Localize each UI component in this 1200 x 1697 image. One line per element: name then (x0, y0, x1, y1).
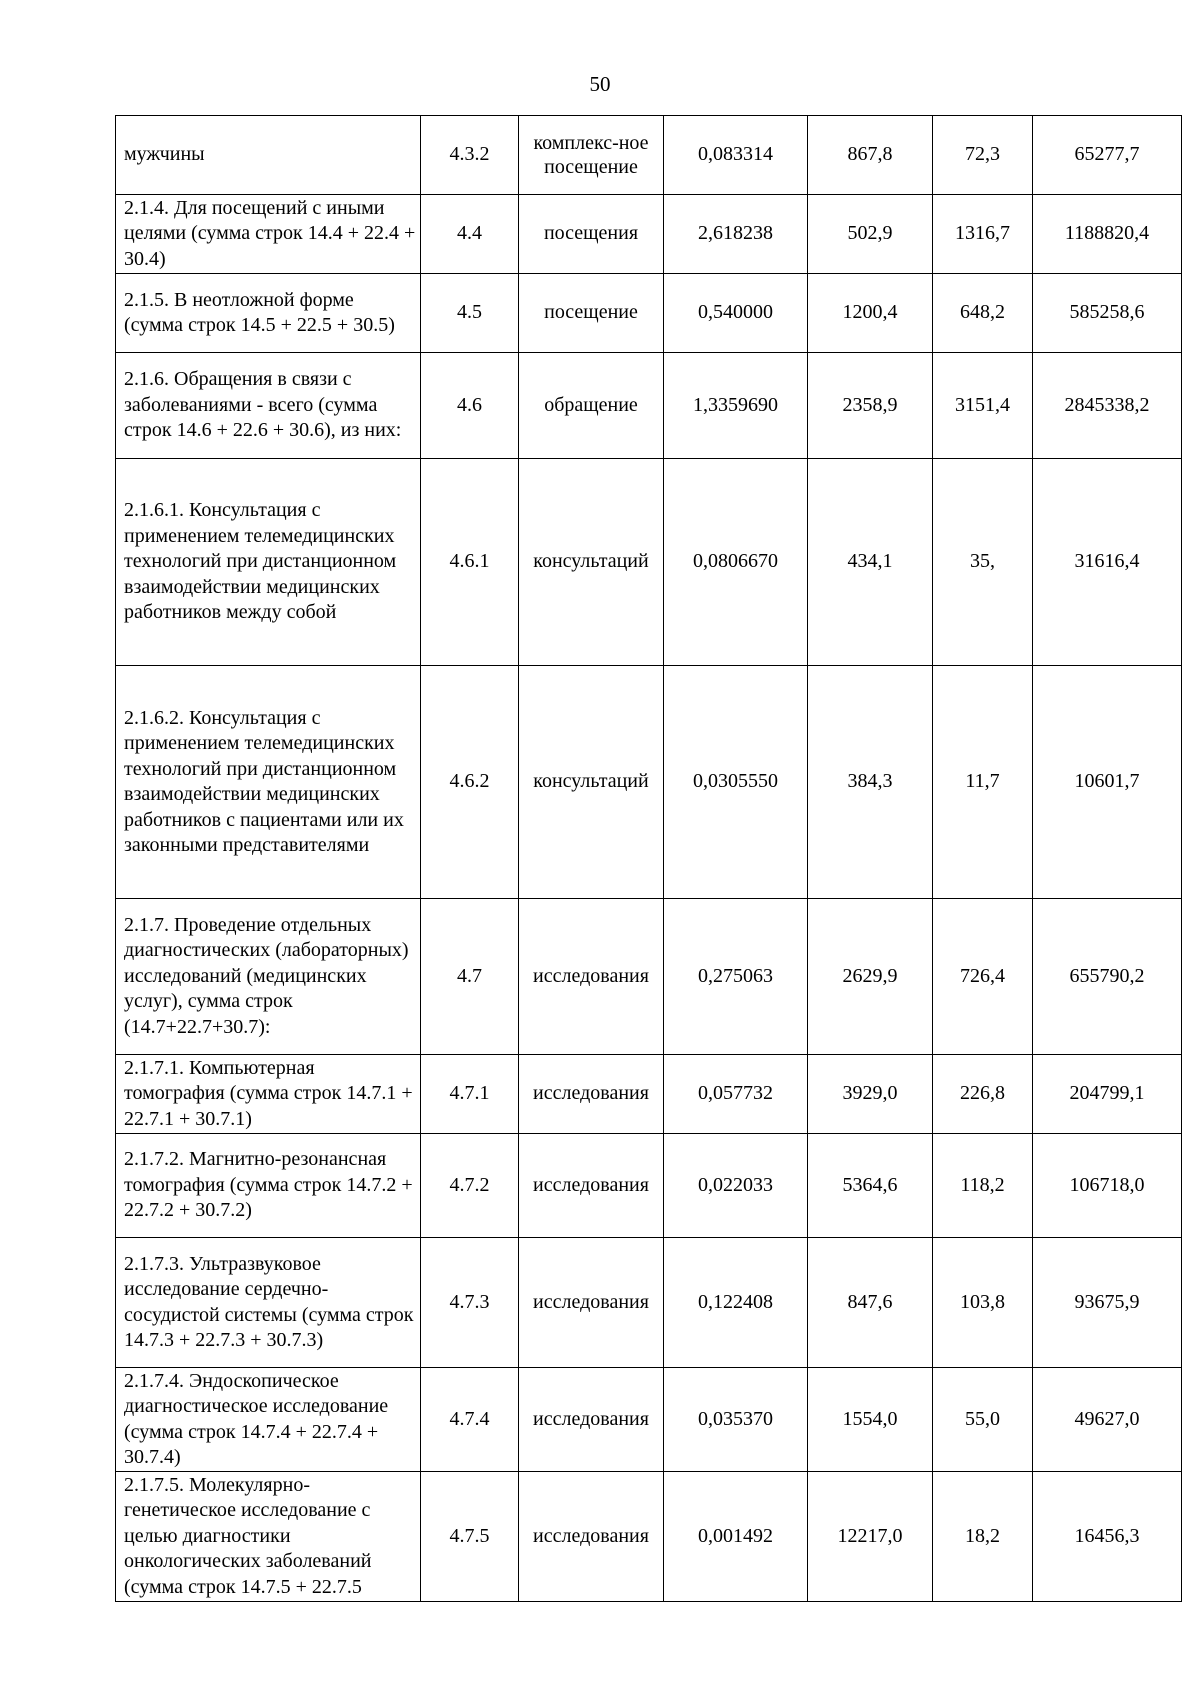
row-per-capita-cell: 11,7 (933, 666, 1033, 899)
row-unit-cell: исследования (519, 1472, 664, 1602)
row-code-cell: 4.6.2 (421, 666, 519, 899)
table-row (116, 1238, 1182, 1368)
row-norm-cell: 0,057732 (664, 1055, 808, 1134)
row-code-cell: 4.3.2 (421, 116, 519, 195)
row-cost-cell: 3929,0 (808, 1055, 933, 1134)
row-name-cell: 2.1.7. Проведение отдельных диагностических (лабораторных) исследований (медицинских услуг), сумма строк (14.7+22.7+30.7): (116, 899, 421, 1055)
row-per-capita-cell: 1316,7 (933, 195, 1033, 274)
row-total-cell: 2845338,2 (1033, 353, 1182, 459)
row-cost-cell: 867,8 (808, 116, 933, 195)
row-norm-cell: 0,001492 (664, 1472, 808, 1602)
row-unit-cell: комплекс-ное посещение (519, 116, 664, 195)
row-unit-cell: консультаций (519, 666, 664, 899)
row-code-cell: 4.7.5 (421, 1472, 519, 1602)
row-total-cell: 49627,0 (1033, 1368, 1182, 1472)
row-name-cell: мужчины (116, 116, 421, 195)
row-total-cell: 16456,3 (1033, 1472, 1182, 1602)
table-row (116, 666, 1182, 899)
row-total-cell: 65277,7 (1033, 116, 1182, 195)
row-code-cell: 4.4 (421, 195, 519, 274)
row-norm-cell: 0,083314 (664, 116, 808, 195)
row-total-cell: 585258,6 (1033, 274, 1182, 353)
row-unit-cell: консультаций (519, 459, 664, 666)
row-code-cell: 4.7.1 (421, 1055, 519, 1134)
row-norm-cell: 0,0305550 (664, 666, 808, 899)
table-row (116, 899, 1182, 1055)
row-cost-cell: 847,6 (808, 1238, 933, 1368)
row-per-capita-cell: 103,8 (933, 1238, 1033, 1368)
row-unit-cell: посещения (519, 195, 664, 274)
row-unit-cell: исследования (519, 1238, 664, 1368)
table-row (116, 1134, 1182, 1238)
row-name-cell: 2.1.7.2. Магнитно-резонансная томография (сумма строк 14.7.2 + 22.7.2 + 30.7.2) (116, 1134, 421, 1238)
row-norm-cell: 0,0806670 (664, 459, 808, 666)
row-unit-cell: исследования (519, 1134, 664, 1238)
row-per-capita-cell: 118,2 (933, 1134, 1033, 1238)
table-row (116, 274, 1182, 353)
row-cost-cell: 1200,4 (808, 274, 933, 353)
row-cost-cell: 384,3 (808, 666, 933, 899)
row-total-cell: 655790,2 (1033, 899, 1182, 1055)
row-name-cell: 2.1.4. Для посещений с иными целями (сумма строк 14.4 + 22.4 + 30.4) (116, 195, 421, 274)
row-code-cell: 4.7.2 (421, 1134, 519, 1238)
row-name-cell: 2.1.7.4. Эндоскопическое диагностическое исследование (сумма строк 14.7.4 + 22.7.4 + 30.7.4) (116, 1368, 421, 1472)
row-name-cell: 2.1.7.3. Ультразвуковое исследование сердечно-сосудистой системы (сумма строк 14.7.3 + 22.7.3 + 30.7.3) (116, 1238, 421, 1368)
row-code-cell: 4.7 (421, 899, 519, 1055)
table-row (116, 353, 1182, 459)
row-per-capita-cell: 72,3 (933, 116, 1033, 195)
row-name-cell: 2.1.6.1. Консультация с применением телемедицинских технологий при дистанционном взаимодействии медицинских работников между собой (116, 459, 421, 666)
row-code-cell: 4.6.1 (421, 459, 519, 666)
row-name-cell: 2.1.5. В неотложной форме (сумма строк 14.5 + 22.5 + 30.5) (116, 274, 421, 353)
row-name-cell: 2.1.7.1. Компьютерная томография (сумма строк 14.7.1 + 22.7.1 + 30.7.1) (116, 1055, 421, 1134)
row-per-capita-cell: 3151,4 (933, 353, 1033, 459)
row-norm-cell: 0,275063 (664, 899, 808, 1055)
table-row (116, 195, 1182, 274)
row-per-capita-cell: 55,0 (933, 1368, 1033, 1472)
row-cost-cell: 5364,6 (808, 1134, 933, 1238)
row-norm-cell: 0,122408 (664, 1238, 808, 1368)
row-cost-cell: 434,1 (808, 459, 933, 666)
row-code-cell: 4.5 (421, 274, 519, 353)
row-name-cell: 2.1.7.5. Молекулярно-генетическое исследование с целью диагностики онкологических заболеваний (сумма строк 14.7.5 + 22.7.5 (116, 1472, 421, 1602)
table-row (116, 459, 1182, 666)
row-unit-cell: посещение (519, 274, 664, 353)
table-row (116, 1055, 1182, 1134)
row-total-cell: 1188820,4 (1033, 195, 1182, 274)
row-cost-cell: 1554,0 (808, 1368, 933, 1472)
table-row (116, 116, 1182, 195)
row-per-capita-cell: 726,4 (933, 899, 1033, 1055)
row-norm-cell: 0,540000 (664, 274, 808, 353)
row-total-cell: 204799,1 (1033, 1055, 1182, 1134)
row-cost-cell: 502,9 (808, 195, 933, 274)
row-unit-cell: исследования (519, 1055, 664, 1134)
row-per-capita-cell: 648,2 (933, 274, 1033, 353)
row-cost-cell: 12217,0 (808, 1472, 933, 1602)
row-unit-cell: исследования (519, 899, 664, 1055)
row-norm-cell: 1,3359690 (664, 353, 808, 459)
row-unit-cell: исследования (519, 1368, 664, 1472)
row-per-capita-cell: 226,8 (933, 1055, 1033, 1134)
table-row (116, 1472, 1182, 1602)
row-total-cell: 106718,0 (1033, 1134, 1182, 1238)
row-total-cell: 10601,7 (1033, 666, 1182, 899)
row-code-cell: 4.7.3 (421, 1238, 519, 1368)
row-norm-cell: 0,035370 (664, 1368, 808, 1472)
row-total-cell: 93675,9 (1033, 1238, 1182, 1368)
row-code-cell: 4.7.4 (421, 1368, 519, 1472)
row-code-cell: 4.6 (421, 353, 519, 459)
data-table (115, 115, 1182, 1602)
row-name-cell: 2.1.6. Обращения в связи с заболеваниями - всего (сумма строк 14.6 + 22.6 + 30.6), из них: (116, 353, 421, 459)
row-name-cell: 2.1.6.2. Консультация с применением телемедицинских технологий при дистанционном взаимодействии медицинских работников с пациентами или их законными представителями (116, 666, 421, 899)
row-norm-cell: 0,022033 (664, 1134, 808, 1238)
row-norm-cell: 2,618238 (664, 195, 808, 274)
row-per-capita-cell: 18,2 (933, 1472, 1033, 1602)
page-number: 50 (589, 72, 611, 96)
row-cost-cell: 2629,9 (808, 899, 933, 1055)
row-cost-cell: 2358,9 (808, 353, 933, 459)
row-unit-cell: обращение (519, 353, 664, 459)
row-total-cell: 31616,4 (1033, 459, 1182, 666)
row-per-capita-cell: 35, (933, 459, 1033, 666)
table-row (116, 1368, 1182, 1472)
